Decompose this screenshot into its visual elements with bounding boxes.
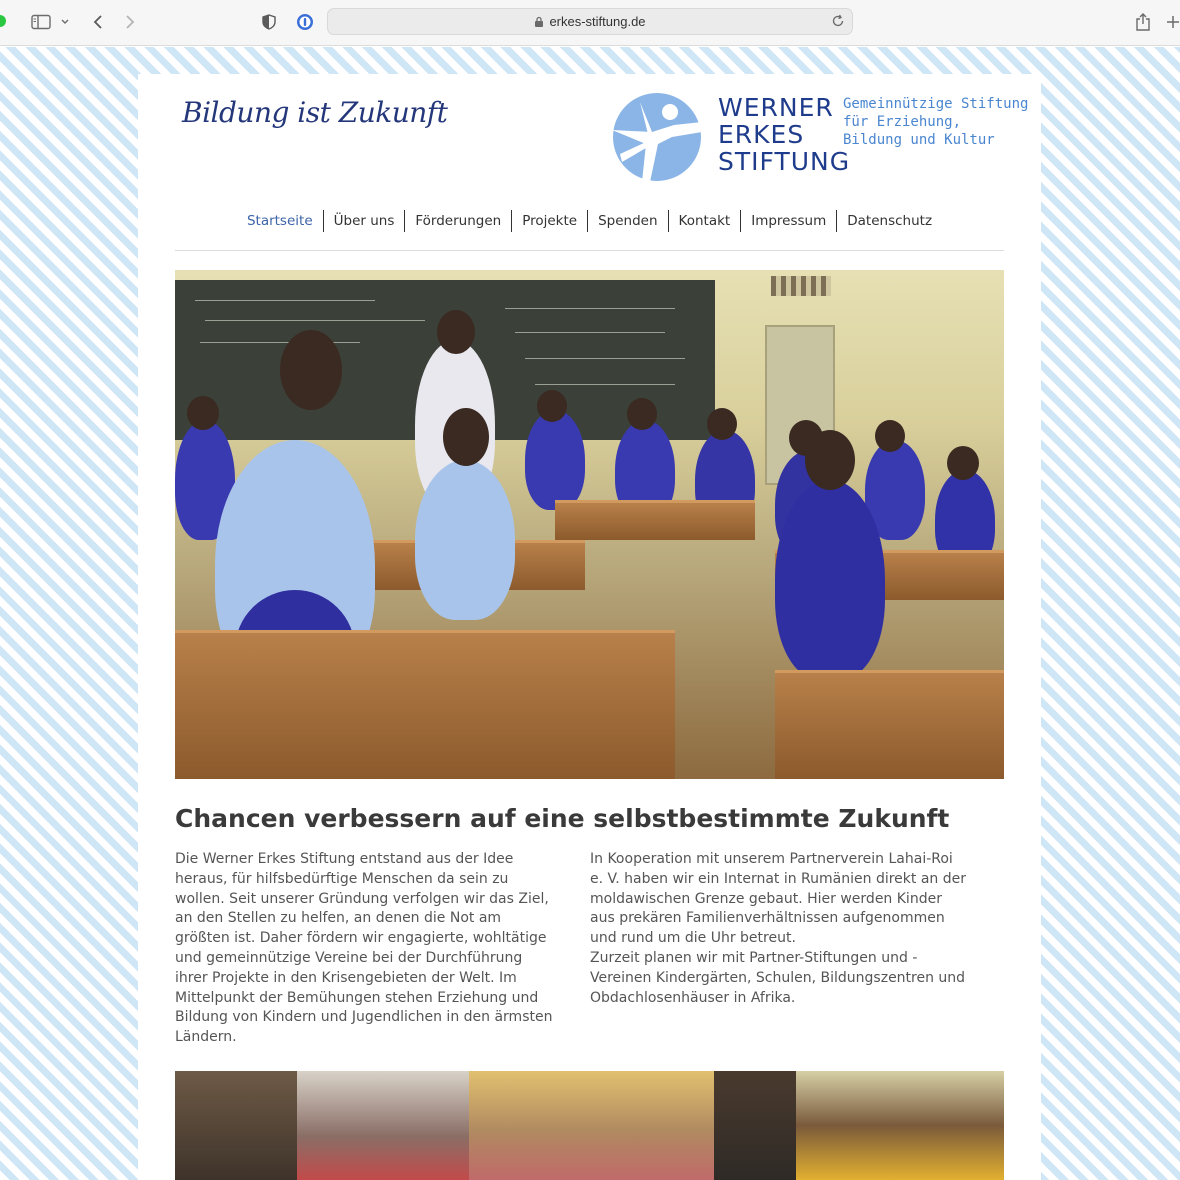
- nav-item-foerderungen[interactable]: Förderungen: [404, 210, 511, 232]
- foundation-logo-icon[interactable]: [612, 92, 702, 182]
- chevron-down-icon[interactable]: [58, 10, 72, 34]
- nav-divider: [175, 250, 1004, 251]
- share-icon[interactable]: [1133, 10, 1153, 34]
- logo-name-line: ERKES: [718, 120, 805, 149]
- student-figure: [525, 410, 585, 510]
- page-heading: Chancen verbessern auf eine selbstbestimmte Zukunft: [175, 804, 950, 833]
- slogan: Bildung ist Zukunft: [182, 96, 448, 129]
- reload-icon[interactable]: [830, 13, 846, 29]
- nav-item-ueber-uns[interactable]: Über uns: [323, 210, 405, 232]
- page-container: [138, 74, 1041, 1180]
- nav-item-impressum[interactable]: Impressum: [740, 210, 836, 232]
- back-icon[interactable]: [88, 10, 108, 34]
- photo-strip: [175, 1071, 1004, 1180]
- text-line: wollen. Seit unserer Gründung verfolgen wir das Ziel,: [175, 890, 549, 907]
- text-line: Bildung von Kindern und Jugendlichen in den ärmsten: [175, 1009, 553, 1026]
- window-zoom-button[interactable]: [0, 15, 6, 27]
- photo-tile: [796, 1071, 1004, 1180]
- text-line: ihrer Projekte in den Krisengebieten der Welt. Im: [175, 969, 517, 986]
- text-line: moldawischen Grenze gebaut. Hier werden Kinder: [590, 890, 942, 907]
- nav-item-spenden[interactable]: Spenden: [587, 210, 667, 232]
- text-line: e. V. haben wir ein Internat in Rumänien direkt an der: [590, 870, 966, 887]
- logo-wordmark: [718, 94, 850, 175]
- text-line: In Kooperation mit unserem Partnerverein Lahai-Roi: [590, 851, 953, 867]
- lock-icon: [534, 16, 544, 28]
- student-figure: [775, 480, 885, 680]
- sidebar-icon[interactable]: [30, 10, 52, 34]
- text-line: und rund um die Uhr betreut.: [590, 930, 796, 947]
- nav-item-datenschutz[interactable]: Datenschutz: [836, 210, 942, 232]
- nav-item-kontakt[interactable]: Kontakt: [668, 210, 741, 232]
- wall-vent: [771, 276, 831, 296]
- nav-item-startseite[interactable]: Startseite: [246, 213, 313, 229]
- url-text: erkes-stiftung.de: [549, 14, 646, 29]
- password-manager-icon[interactable]: [294, 10, 316, 34]
- text-line: heraus, für hilfsbedürftige Menschen da sein zu: [175, 870, 509, 887]
- text-line: Obdachlosenhäuser in Afrika.: [590, 989, 796, 1006]
- tagline-line: Gemeinnützige Stiftung: [843, 96, 1029, 112]
- new-tab-icon[interactable]: [1166, 10, 1180, 34]
- intro-text-right: [590, 850, 992, 1008]
- photo-tile: [175, 1071, 297, 1180]
- browser-toolbar: [0, 0, 1180, 46]
- student-figure: [415, 460, 515, 620]
- text-line: an den Stellen zu helfen, an denen die Not am: [175, 910, 502, 927]
- text-line: Zurzeit planen wir mit Partner-Stiftungen und -: [590, 949, 918, 966]
- logo-name-line: STIFTUNG: [718, 147, 851, 176]
- photo-tile: [714, 1071, 796, 1180]
- address-bar[interactable]: [327, 8, 853, 35]
- text-line: und gemeinnützige Vereine bei der Durchführung: [175, 949, 523, 966]
- main-navigation: [138, 210, 1041, 232]
- photo-tile: [297, 1071, 469, 1180]
- desk: [775, 670, 1004, 779]
- text-line: Ländern.: [175, 1029, 237, 1046]
- desk: [175, 630, 675, 779]
- logo-name-line: WERNER: [718, 93, 834, 122]
- photo-tile: [469, 1071, 714, 1180]
- text-line: Die Werner Erkes Stiftung entstand aus der Idee: [175, 851, 514, 867]
- privacy-shield-icon[interactable]: [259, 10, 279, 34]
- logo-tagline: [843, 95, 1028, 149]
- text-line: größten ist. Daher fördern wir engagierte, wohltätige: [175, 930, 547, 947]
- hero-image-classroom: [175, 270, 1004, 779]
- desk: [555, 500, 755, 540]
- tagline-line: Bildung und Kultur: [843, 132, 995, 148]
- intro-text-left: [175, 850, 577, 1048]
- nav-item-projekte[interactable]: Projekte: [511, 210, 587, 232]
- forward-icon[interactable]: [120, 10, 140, 34]
- text-line: Vereinen Kindergärten, Schulen, Bildungszentren und: [590, 969, 966, 986]
- tagline-line: für Erziehung,: [843, 114, 962, 130]
- text-line: Mittelpunkt der Bemühungen stehen Erziehung und: [175, 989, 539, 1006]
- text-line: aus prekären Familienverhältnissen aufgenommen: [590, 910, 945, 927]
